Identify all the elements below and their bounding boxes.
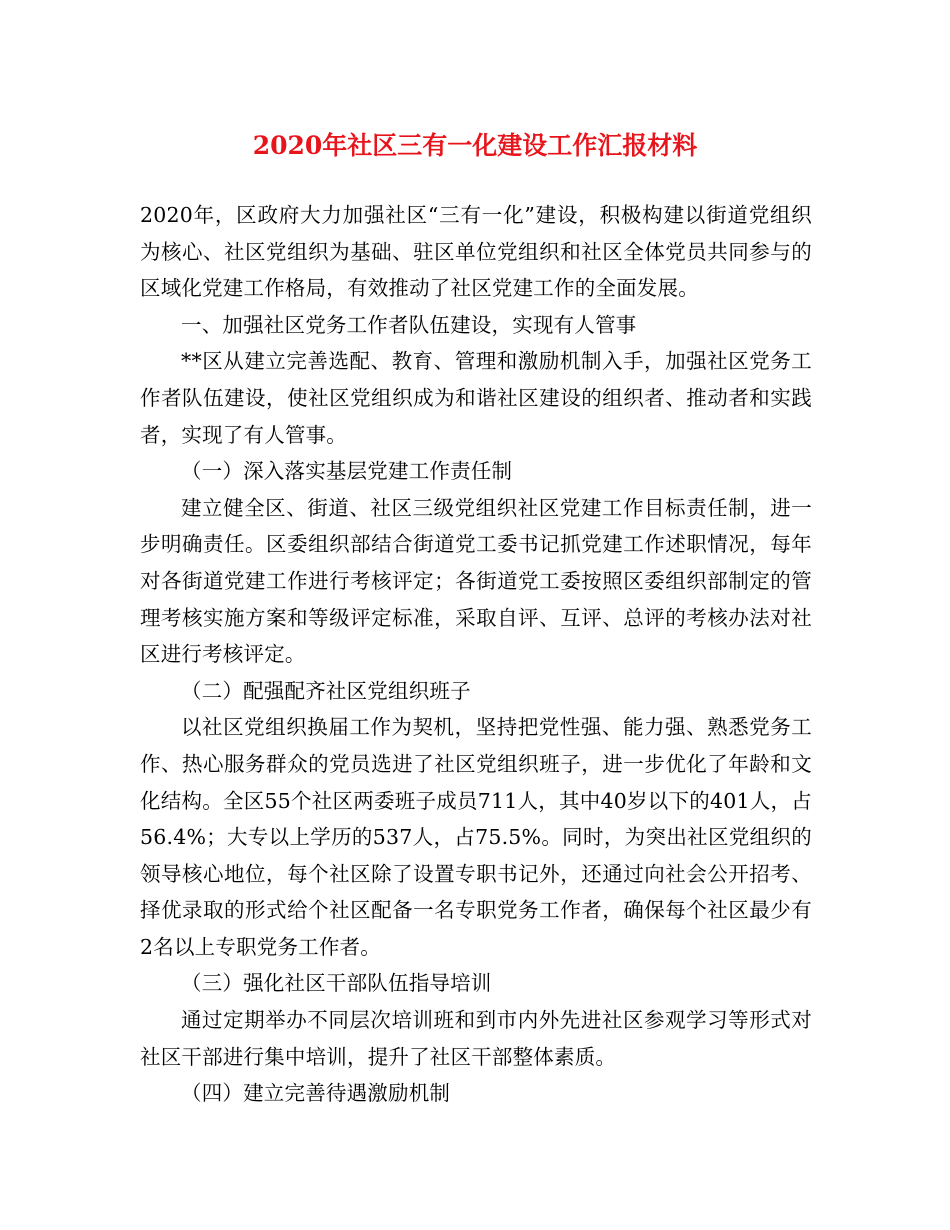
document-title: 2020年社区三有一化建设工作汇报材料 <box>252 131 698 160</box>
subsection-heading-4: （四）建立完善待遇激励机制 <box>181 1081 451 1106</box>
document-body <box>140 197 812 1112</box>
body-paragraph: **区从建立完善选配、教育、管理和激励机制入手，加强社区党务工作者队伍建设，使社区党组织成为和谐社区建设的组织者、推动者和实践者，实现了有人管事。 <box>140 349 812 447</box>
body-paragraph: 通过定期举办不同层次培训班和到市内外先进社区参观学习等形式对社区干部进行集中培训，提升了社区干部整体素质。 <box>140 1008 812 1069</box>
body-paragraph: 建立健全区、街道、社区三级党组织社区党建工作目标责任制，进一步明确责任。区委组织部结合街道党工委书记抓党建工作述职情况，每年对各街道党建工作进行考核评定；各街道党工委按照区委组织部制定的管理考核实施方案和等级评定标准，采取自评、互评、总评的考核办法对社区进行考核评定。 <box>140 495 812 667</box>
intro-paragraph: 2020年，区政府大力加强社区“三有一化”建设，积极构建以街道党组织为核心、社区党组织为基础、驻区单位党组织和社区全体党员共同参与的区域化党建工作格局，有效推动了社区党建工作的全面发展。 <box>140 203 812 301</box>
section-heading-1: 一、加强社区党务工作者队伍建设，实现有人管事 <box>181 312 637 337</box>
subsection-heading-3: （三）强化社区干部队伍指导培训 <box>181 971 492 996</box>
subsection-heading-2: （二）配强配齐社区党组织班子 <box>181 678 471 703</box>
body-paragraph: 以社区党组织换届工作为契机，坚持把党性强、能力强、熟悉党务工作、热心服务群众的党员选进了社区党组织班子，进一步优化了年龄和文化结构。全区55个社区两委班子成员711人，其中40岁以下的401人，占56.4%；大专以上学历的537人，占75.5%。同时，为突出社区党组织的领导核心地位，每个社区除了设置专职书记外，还通过向社会公开招考、择优录取的形式给个社区配备一名专职党务工作者，确保每个社区最少有2名以上专职党务工作者。 <box>140 715 812 959</box>
subsection-heading-1: （一）深入落实基层党建工作责任制 <box>181 459 513 484</box>
